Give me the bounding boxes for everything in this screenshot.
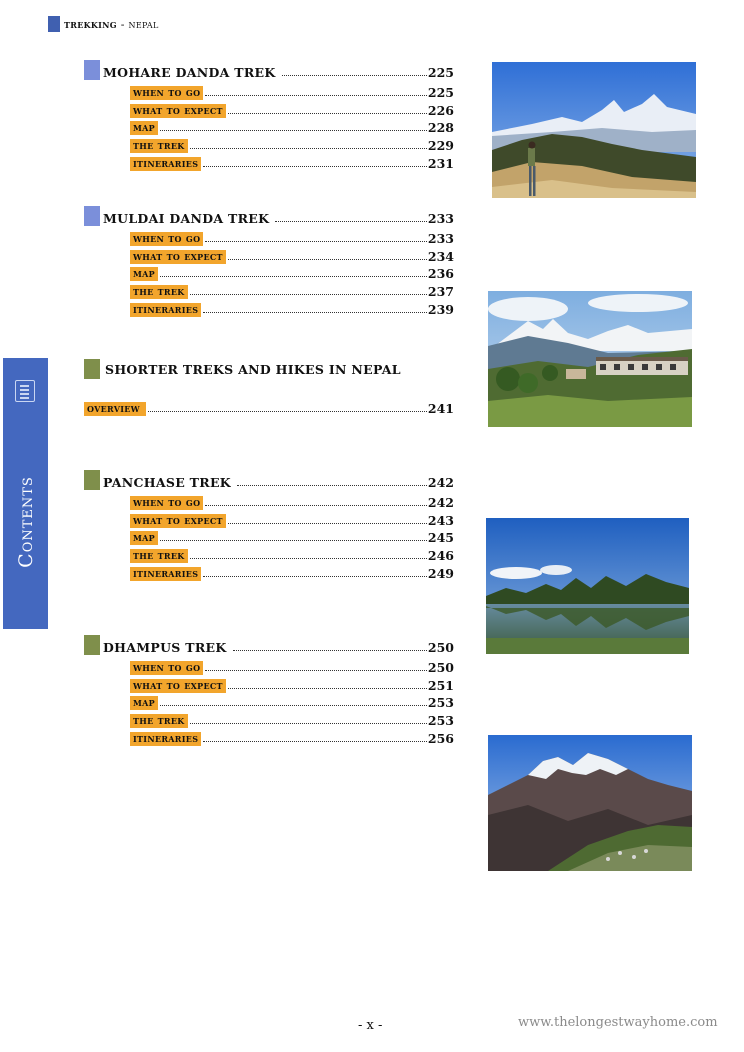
photo-panchase-lake [486, 518, 689, 654]
section-page: 225 [427, 65, 454, 80]
toc-section-mohare-danda [84, 62, 454, 171]
toc-item[interactable]: what to expect 234 [130, 246, 454, 264]
toc-section-muldai-danda [84, 208, 454, 317]
section-title[interactable]: SHORTER TREKS AND HIKES IN NEPAL [105, 361, 401, 377]
toc-item[interactable]: when to go 250 [130, 657, 454, 675]
section-square [84, 206, 100, 226]
toc-section-panchase [84, 472, 454, 581]
page-number: - x - [358, 1018, 383, 1033]
section-title[interactable]: DHAMPUS TREK [103, 640, 227, 655]
toc-item[interactable]: what to expect 243 [130, 510, 454, 528]
toc-item-overview[interactable]: overview 241 [84, 398, 454, 416]
toc-section-dhampus [84, 637, 454, 746]
section-square [84, 470, 100, 490]
toc-item[interactable]: what to expect 226 [130, 100, 454, 118]
side-tab-label: Contents [14, 476, 37, 568]
toc-item[interactable]: when to go 242 [130, 492, 454, 510]
photo-mohare-danda [492, 62, 696, 198]
photo-muldai-village [488, 291, 692, 427]
toc-item[interactable]: the trek 237 [130, 281, 454, 299]
section-square [84, 359, 100, 379]
toc-item[interactable]: the trek 229 [130, 135, 454, 153]
section-page: 242 [427, 475, 454, 490]
toc-item[interactable]: itineraries 231 [130, 153, 454, 171]
header-title: trekking - nepal [64, 17, 159, 31]
header-subtitle: nepal [128, 17, 159, 31]
section-page: 233 [427, 211, 454, 226]
toc-item[interactable]: itineraries 256 [130, 728, 454, 746]
photo-dhampus-mountains [488, 735, 692, 871]
header-square [48, 16, 60, 32]
toc-item[interactable]: the trek 246 [130, 545, 454, 563]
section-square [84, 60, 100, 80]
section-title[interactable]: MOHARE DANDA TREK [103, 65, 276, 80]
toc-item[interactable]: itineraries 249 [130, 563, 454, 581]
document-icon [15, 380, 35, 402]
toc-section-shorter-treks [84, 360, 454, 416]
toc-item[interactable]: map 245 [130, 528, 454, 546]
running-header [48, 16, 159, 32]
section-page: 250 [427, 640, 454, 655]
toc-item[interactable]: when to go 225 [130, 82, 454, 100]
section-title[interactable]: MULDAI DANDA TREK [103, 211, 270, 226]
toc-item[interactable]: map 253 [130, 693, 454, 711]
contents-side-tab[interactable] [3, 358, 48, 629]
toc-item[interactable]: itineraries 239 [130, 299, 454, 317]
toc-item[interactable]: when to go 233 [130, 228, 454, 246]
section-title[interactable]: PANCHASE TREK [103, 475, 231, 490]
section-square [84, 635, 100, 655]
toc-item[interactable]: what to expect 251 [130, 675, 454, 693]
toc-item[interactable]: map 236 [130, 264, 454, 282]
toc-item[interactable]: the trek 253 [130, 710, 454, 728]
website-url[interactable]: www.thelongestwayhome.com [518, 1015, 718, 1030]
toc-item[interactable]: map 228 [130, 118, 454, 136]
